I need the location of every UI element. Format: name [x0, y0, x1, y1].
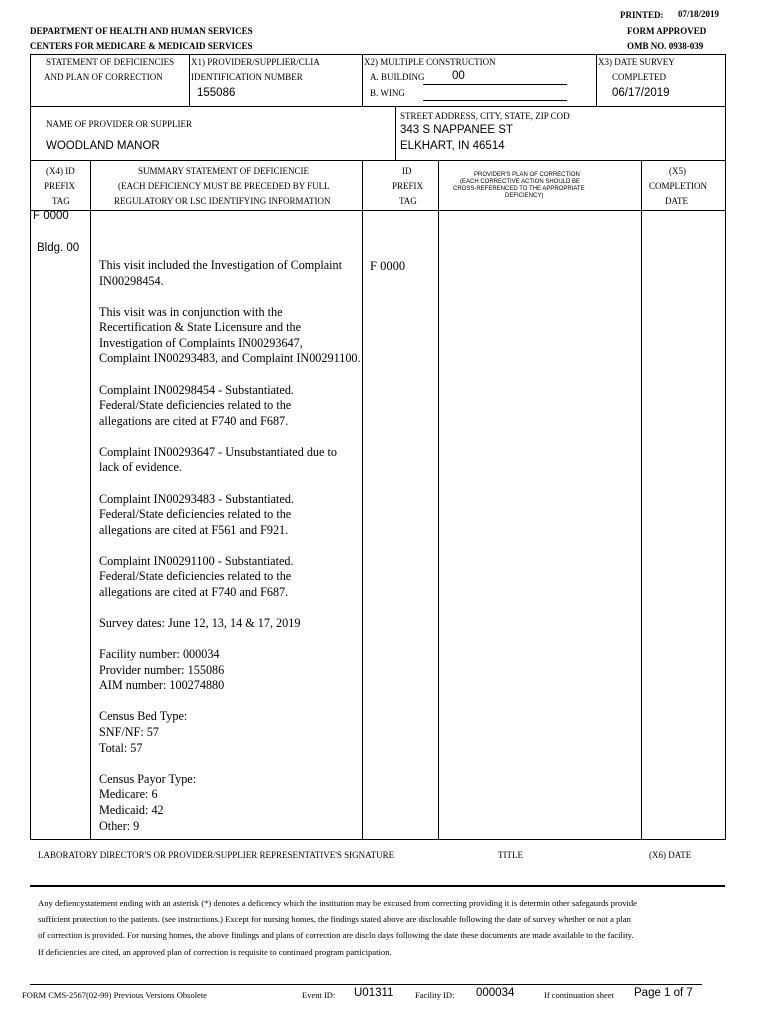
- building-label: A. BUILDING: [370, 72, 425, 82]
- plan-label-2: (EACH CORRECTIVE ACTION SHOULD BE: [460, 179, 581, 185]
- omb-number: OMB NO. 0938-039: [627, 41, 704, 51]
- box1-top-line: [30, 54, 726, 55]
- summary-paragraph: Census Payor Type: Medicare: 6 Medicaid: 42 Other: 9: [99, 771, 197, 833]
- summary-label-1: SUMMARY STATEMENT OF DEFICIENCIE: [138, 166, 310, 176]
- wing-label: B. WING: [370, 88, 405, 98]
- x1-label-2: IDENTIFICATION NUMBER: [191, 72, 303, 82]
- column-header-bottom-line: [30, 210, 726, 211]
- agency-name: DEPARTMENT OF HEALTH AND HUMAN SERVICES: [30, 26, 253, 36]
- summary-paragraph: Complaint IN00293483 - Substantiated. Federal/State deficiencies related to the allegations are cited at F561 and F921.: [99, 491, 294, 537]
- x4-label-2: PREFIX: [44, 181, 76, 191]
- x5-label-3: DATE: [665, 196, 688, 206]
- facility-id: 000034: [476, 987, 515, 999]
- building-underline: [423, 84, 567, 85]
- summary-paragraph: This visit was in conjunction with the Recertification & State Licensure and the Investigation of Complaints IN00293647, Complaint IN00293483, and Complaint IN00291100.: [99, 304, 361, 366]
- tag-right: F 0000: [370, 259, 406, 273]
- provider-bottom-line: [30, 160, 726, 161]
- tag-left: F 0000: [33, 210, 69, 222]
- form-number: FORM CMS-2567(02-99) Previous Versions Obsolete: [22, 990, 207, 1000]
- summary-paragraph: Survey dates: June 12, 13, 14 & 17, 2019: [99, 616, 301, 631]
- event-id-label: Event ID:: [302, 990, 336, 1000]
- printed-label: PRINTED:: [620, 10, 664, 20]
- plan-label-4: DEFICIENCY): [505, 193, 544, 199]
- id-label-2: PREFIX: [392, 181, 424, 191]
- printed-date: 07/18/2019: [678, 9, 720, 19]
- box1-bottom-line: [30, 106, 726, 107]
- x4-label-1: (X4) ID: [46, 166, 75, 176]
- form-approved: FORM APPROVED: [627, 26, 707, 36]
- plan-label-1: PROVIDER'S PLAN OF CORRECTION: [474, 172, 580, 178]
- id-label-3: TAG: [399, 196, 417, 206]
- provider-name: WOODLAND MANOR: [46, 140, 160, 152]
- signature-bottom-line: [30, 885, 725, 887]
- statement-label-1: STATEMENT OF DEFICIENCIES: [46, 57, 175, 67]
- disclaimer-text: Any defiencystatement ending with an asterisk (*) denotes a deficency which the institution may be excused from correcting providing it is determin other safegaurds provide sufficient protection to the patients. (see instructions.) Except for nursing homes, the findings stated above are disclosable following the date of survey whether or not a plan of correction is provided. For nursing homes, the above findings and plans of correction are disclo days following the date these documents are made available to the facility. If deficiencies are cited, an approved plan of correction is requisite to continued program participation.: [38, 898, 637, 957]
- building-value: 00: [452, 70, 465, 82]
- x5-label-1: (X5): [669, 166, 686, 176]
- event-id: U01311: [354, 987, 394, 999]
- wing-underline: [423, 100, 567, 101]
- summary-paragraph: Facility number: 000034 Provider number: 155086 AIM number: 100274880: [99, 647, 225, 693]
- deficiency-summary: [99, 258, 364, 850]
- x5-label-2: COMPLETION: [649, 181, 707, 191]
- summary-label-3: REGULATORY OR LSC IDENTIFYING INFORMATION: [114, 196, 331, 206]
- provider-number: 155086: [197, 87, 236, 99]
- summary-paragraph: Complaint IN00291100 - Substantiated. Federal/State deficiencies related to the allegations are cited at F740 and F687.: [99, 553, 294, 599]
- statement-label-2: AND PLAN OF CORRECTION: [44, 72, 163, 82]
- facility-id-label: Facility ID:: [415, 990, 455, 1000]
- summary-paragraph: Complaint IN00293647 - Unsubstantiated due to lack of evidence.: [99, 444, 337, 475]
- summary-paragraph: This visit included the Investigation of Complaint IN00298454.: [99, 258, 343, 288]
- survey-date: 06/17/2019: [612, 87, 670, 99]
- building-tag: Bldg. 00: [37, 242, 80, 254]
- summary-label-2: (EACH DEFICIENCY MUST BE PRECEDED BY FULL: [118, 181, 330, 191]
- x2-label: X2) MULTIPLE CONSTRUCTION: [364, 57, 496, 67]
- city-state-zip: ELKHART, IN 46514: [400, 140, 505, 152]
- plan-label-3: CROSS-REFERENCED TO THE APPROPRIATE: [453, 186, 585, 192]
- date-label: (X6) DATE: [649, 850, 692, 860]
- summary-paragraph: Census Bed Type: SNF/NF: 57 Total: 57: [99, 709, 188, 755]
- x4-label-3: TAG: [52, 196, 70, 206]
- id-label-1: ID: [402, 166, 412, 176]
- x1-label-1: X1) PROVIDER/SUPPLIER/CLIA: [191, 57, 320, 67]
- title-label: TITLE: [498, 850, 523, 860]
- summary-paragraph: Complaint IN00298454 - Substantiated. Federal/State deficiencies related to the allegations are cited at F740 and F687.: [99, 382, 294, 428]
- page-number: Page 1 of 7: [634, 987, 693, 999]
- centers-name: CENTERS FOR MEDICARE & MEDICAID SERVICES: [30, 41, 253, 51]
- footer-line: [30, 984, 702, 985]
- continuation-label: If continuation sheet: [544, 990, 614, 1000]
- street-address: 343 S NAPPANEE ST: [400, 124, 513, 136]
- x3-label-1: X3) DATE SURVEY: [598, 57, 675, 67]
- signature-label: LABORATORY DIRECTOR'S OR PROVIDER/SUPPLIER REPRESENTATIVE'S SIGNATURE: [38, 850, 395, 860]
- address-label: STREET ADDRESS, CITY, STATE, ZIP COD: [400, 111, 570, 121]
- x3-label-2: COMPLETED: [612, 72, 666, 82]
- provider-name-label: NAME OF PROVIDER OR SUPPLIER: [46, 119, 193, 129]
